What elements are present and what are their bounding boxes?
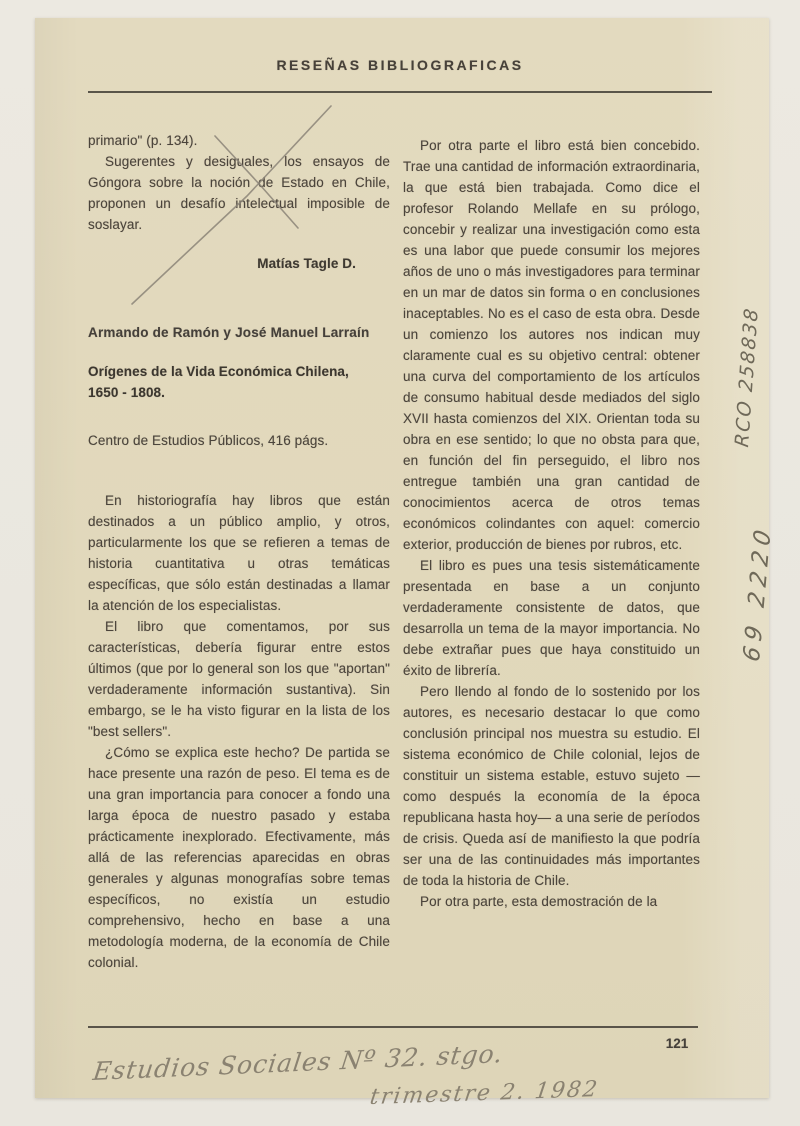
paragraph-continuation: primario" (p. 134). — [88, 133, 198, 148]
paragraph-fondo: Pero llendo al fondo de lo sostenido por los autores, es necesario destacar lo que como conclusión principal nos muestra su estudio. El sistema económico de Chile colonial, lejos de constituir un sistema estable, estuvo sujeto —como después la economía de la época republicana hasta hoy— a una serie de períodos de crisis. Queda así de manifiesto la que podría ser una de las continuidades más importantes de toda la historia de Chile. — [403, 684, 700, 888]
scanned-page — [35, 18, 777, 1111]
paragraph-el-libro: El libro que comentamos, por sus características, debería figurar entre estos últimos (que por lo general son los que "aportan" verdaderamente información sustantiva). Sin embargo, se le ha visto figurar en la lista de los "best sellers". — [88, 619, 390, 739]
right-column — [403, 135, 700, 912]
handwritten-catalog-number-2: 69 2220 — [739, 521, 777, 665]
paragraph-tesis: El libro es pues una tesis sistemáticamente presentada en base a un conjunto verdaderamente consistente de datos, que desarrolla un tema de la mayor importancia. No debe extrañar pues que haya constituido un éxito de librería. — [403, 558, 700, 678]
handwritten-journal-note: Estudios Sociales Nº 32. stgo. — [91, 1038, 506, 1087]
book-title: Orígenes de la Vida Económica Chilena, 1650 - 1808. — [88, 364, 349, 400]
footer-rule — [88, 1026, 698, 1028]
paragraph-como-se-explica: ¿Cómo se explica este hecho? De partida se hace presente una razón de peso. El tema es de una gran importancia para conocer a fondo una larga época de nuestro pasado y estaba prácticamente inexplorado. Efectivamente, más allá de las referencias aparecidas en obras generales y algunas monografías sobre temas específicos, no existía un estudio comprehensivo, hecho en base a una metodología moderna, de la economía de Chile colonial. — [88, 745, 390, 970]
left-column — [88, 130, 390, 973]
book-authors: Armando de Ramón y José Manuel Larraín — [88, 325, 370, 340]
paragraph-gongora: Sugerentes y desiguales, los ensayos de Góngora sobre la noción de Estado en Chile, proponen un desafío intelectual imposible de soslayar. — [88, 154, 390, 232]
reviewer-signature: Matías Tagle D. — [257, 256, 356, 271]
handwritten-date-note: trimestre 2. 1982 — [368, 1076, 601, 1111]
page-header-title: RESEÑAS BIBLIOGRAFICAS — [276, 57, 524, 73]
paragraph-cutoff: Por otra parte, esta demostración de la — [420, 894, 658, 909]
handwritten-catalog-number-1: RCO 258838 — [731, 305, 763, 449]
paragraph-historiografia: En historiografía hay libros que están destinados a un público amplio, y otros, particularmente los que se refieren a temas de historia cuantitativa u otras temáticas específicas, que sólo están destinadas a llamar la atención de los especialistas. — [88, 493, 390, 613]
header-rule — [88, 91, 712, 93]
book-publisher: Centro de Estudios Públicos, 416 págs. — [88, 433, 329, 448]
page-number: 121 — [665, 1036, 689, 1051]
paragraph-concebido: Por otra parte el libro está bien concebido. Trae una cantidad de información extraordinaria, la que está bien trabajada. Como dice el profesor Rolando Mellafe en su prólogo, concebir y realizar una investigación como esta es una labor que puede consumir los mejores años de uno o más investigadores para terminar en un mar de datos sin forma o en conclusiones inaceptables. No es el caso de esta obra. Desde un comienzo los autores nos indican muy claramente cual es su objetivo central: obtener una curva del comportamiento de los artículos de consumo habitual desde mediados del siglo XVII hasta comienzos del XIX. Orientan toda su obra en ese sentido; lo que no obsta para que, en función del fin perseguido, el libro nos entregue también una gran cantidad de conocimientos acerca de otros temas económicos colindantes con aquel: comercio exterior, producción de bienes por rubros, etc. — [403, 138, 700, 552]
